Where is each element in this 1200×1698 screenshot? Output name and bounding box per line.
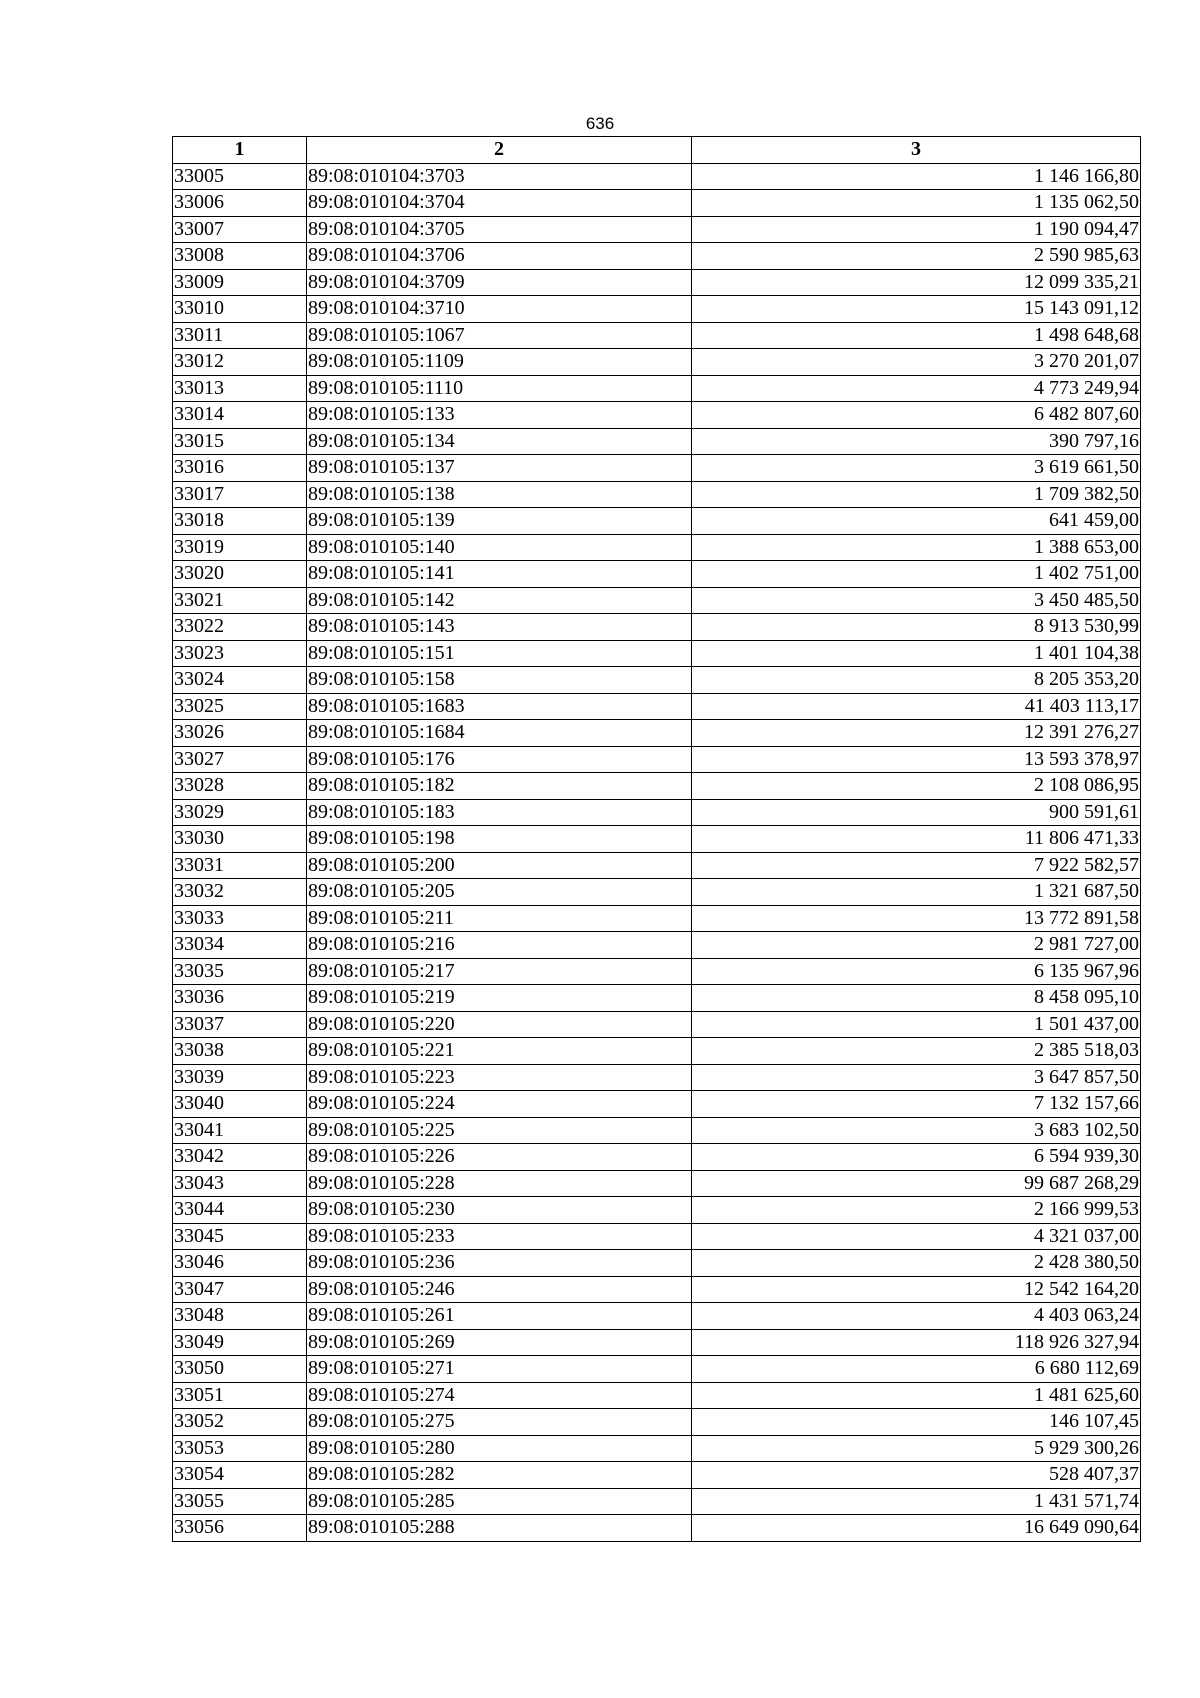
row-number-cell: 33048 bbox=[173, 1303, 307, 1330]
table-row bbox=[173, 163, 1141, 190]
cadastral-number-cell: 89:08:010105:216 bbox=[307, 932, 692, 959]
value-cell: 1 498 648,68 bbox=[692, 322, 1141, 349]
value-cell: 8 913 530,99 bbox=[692, 614, 1141, 641]
row-number-cell: 33055 bbox=[173, 1488, 307, 1515]
value-cell: 1 431 571,74 bbox=[692, 1488, 1141, 1515]
value-cell: 8 205 353,20 bbox=[692, 667, 1141, 694]
page-number: 636 bbox=[585, 114, 615, 133]
table-row bbox=[173, 1409, 1141, 1436]
row-number-cell: 33033 bbox=[173, 905, 307, 932]
value-cell: 16 649 090,64 bbox=[692, 1515, 1141, 1542]
table-header bbox=[173, 137, 1141, 164]
value-cell: 1 401 104,38 bbox=[692, 640, 1141, 667]
row-number-cell: 33029 bbox=[173, 799, 307, 826]
table-row bbox=[173, 746, 1141, 773]
cadastral-number-cell: 89:08:010105:1067 bbox=[307, 322, 692, 349]
row-number-cell: 33043 bbox=[173, 1170, 307, 1197]
table-row bbox=[173, 349, 1141, 376]
cadastral-number-cell: 89:08:010105:226 bbox=[307, 1144, 692, 1171]
cadastral-number-cell: 89:08:010105:1683 bbox=[307, 693, 692, 720]
value-cell: 1 402 751,00 bbox=[692, 561, 1141, 588]
table-row bbox=[173, 1329, 1141, 1356]
row-number-cell: 33053 bbox=[173, 1435, 307, 1462]
row-number-cell: 33005 bbox=[173, 163, 307, 190]
value-cell: 1 501 437,00 bbox=[692, 1011, 1141, 1038]
value-cell: 1 481 625,60 bbox=[692, 1382, 1141, 1409]
cadastral-number-cell: 89:08:010105:233 bbox=[307, 1223, 692, 1250]
row-number-cell: 33038 bbox=[173, 1038, 307, 1065]
table-body bbox=[173, 163, 1141, 1541]
table-row bbox=[173, 587, 1141, 614]
cadastral-number-cell: 89:08:010105:228 bbox=[307, 1170, 692, 1197]
cadastral-number-cell: 89:08:010105:138 bbox=[307, 481, 692, 508]
table-row bbox=[173, 1515, 1141, 1542]
value-cell: 15 143 091,12 bbox=[692, 296, 1141, 323]
row-number-cell: 33034 bbox=[173, 932, 307, 959]
row-number-cell: 33031 bbox=[173, 852, 307, 879]
value-cell: 4 321 037,00 bbox=[692, 1223, 1141, 1250]
value-cell: 1 388 653,00 bbox=[692, 534, 1141, 561]
value-cell: 118 926 327,94 bbox=[692, 1329, 1141, 1356]
row-number-cell: 33012 bbox=[173, 349, 307, 376]
table-row bbox=[173, 216, 1141, 243]
header-col-2: 2 bbox=[307, 137, 692, 164]
table-row bbox=[173, 1462, 1141, 1489]
table-row bbox=[173, 693, 1141, 720]
value-cell: 3 683 102,50 bbox=[692, 1117, 1141, 1144]
data-table bbox=[172, 136, 1141, 1542]
row-number-cell: 33015 bbox=[173, 428, 307, 455]
table-row bbox=[173, 1091, 1141, 1118]
row-number-cell: 33020 bbox=[173, 561, 307, 588]
value-cell: 6 594 939,30 bbox=[692, 1144, 1141, 1171]
cadastral-number-cell: 89:08:010105:225 bbox=[307, 1117, 692, 1144]
row-number-cell: 33028 bbox=[173, 773, 307, 800]
cadastral-number-cell: 89:08:010105:143 bbox=[307, 614, 692, 641]
value-cell: 1 190 094,47 bbox=[692, 216, 1141, 243]
cadastral-number-cell: 89:08:010105:200 bbox=[307, 852, 692, 879]
cadastral-number-cell: 89:08:010105:183 bbox=[307, 799, 692, 826]
table-row bbox=[173, 1276, 1141, 1303]
table-row bbox=[173, 1488, 1141, 1515]
value-cell: 13 593 378,97 bbox=[692, 746, 1141, 773]
table-row bbox=[173, 1435, 1141, 1462]
cadastral-number-cell: 89:08:010105:271 bbox=[307, 1356, 692, 1383]
cadastral-number-cell: 89:08:010105:137 bbox=[307, 455, 692, 482]
row-number-cell: 33008 bbox=[173, 243, 307, 270]
value-cell: 528 407,37 bbox=[692, 1462, 1141, 1489]
table-row bbox=[173, 455, 1141, 482]
cadastral-number-cell: 89:08:010105:236 bbox=[307, 1250, 692, 1277]
cadastral-number-cell: 89:08:010105:1684 bbox=[307, 720, 692, 747]
table-row bbox=[173, 508, 1141, 535]
row-number-cell: 33025 bbox=[173, 693, 307, 720]
cadastral-number-cell: 89:08:010105:141 bbox=[307, 561, 692, 588]
table-row bbox=[173, 481, 1141, 508]
row-number-cell: 33052 bbox=[173, 1409, 307, 1436]
cadastral-number-cell: 89:08:010105:220 bbox=[307, 1011, 692, 1038]
cadastral-number-cell: 89:08:010105:246 bbox=[307, 1276, 692, 1303]
table-row bbox=[173, 1064, 1141, 1091]
value-cell: 3 450 485,50 bbox=[692, 587, 1141, 614]
table-row bbox=[173, 269, 1141, 296]
cadastral-number-cell: 89:08:010104:3705 bbox=[307, 216, 692, 243]
row-number-cell: 33022 bbox=[173, 614, 307, 641]
value-cell: 2 166 999,53 bbox=[692, 1197, 1141, 1224]
cadastral-number-cell: 89:08:010105:269 bbox=[307, 1329, 692, 1356]
value-cell: 13 772 891,58 bbox=[692, 905, 1141, 932]
value-cell: 4 403 063,24 bbox=[692, 1303, 1141, 1330]
row-number-cell: 33023 bbox=[173, 640, 307, 667]
cadastral-number-cell: 89:08:010105:140 bbox=[307, 534, 692, 561]
header-col-3: 3 bbox=[692, 137, 1141, 164]
row-number-cell: 33019 bbox=[173, 534, 307, 561]
cadastral-number-cell: 89:08:010105:1110 bbox=[307, 375, 692, 402]
value-cell: 2 981 727,00 bbox=[692, 932, 1141, 959]
row-number-cell: 33046 bbox=[173, 1250, 307, 1277]
cadastral-number-cell: 89:08:010105:280 bbox=[307, 1435, 692, 1462]
cadastral-number-cell: 89:08:010104:3710 bbox=[307, 296, 692, 323]
row-number-cell: 33036 bbox=[173, 985, 307, 1012]
row-number-cell: 33009 bbox=[173, 269, 307, 296]
cadastral-number-cell: 89:08:010105:275 bbox=[307, 1409, 692, 1436]
cadastral-number-cell: 89:08:010105:282 bbox=[307, 1462, 692, 1489]
table-row bbox=[173, 402, 1141, 429]
cadastral-number-cell: 89:08:010104:3709 bbox=[307, 269, 692, 296]
value-cell: 99 687 268,29 bbox=[692, 1170, 1141, 1197]
value-cell: 6 482 807,60 bbox=[692, 402, 1141, 429]
cadastral-number-cell: 89:08:010105:230 bbox=[307, 1197, 692, 1224]
cadastral-number-cell: 89:08:010105:133 bbox=[307, 402, 692, 429]
table-row bbox=[173, 322, 1141, 349]
row-number-cell: 33040 bbox=[173, 1091, 307, 1118]
value-cell: 4 773 249,94 bbox=[692, 375, 1141, 402]
row-number-cell: 33016 bbox=[173, 455, 307, 482]
cadastral-number-cell: 89:08:010104:3704 bbox=[307, 190, 692, 217]
row-number-cell: 33051 bbox=[173, 1382, 307, 1409]
header-row bbox=[173, 137, 1141, 164]
value-cell: 1 321 687,50 bbox=[692, 879, 1141, 906]
table-row bbox=[173, 879, 1141, 906]
row-number-cell: 33041 bbox=[173, 1117, 307, 1144]
value-cell: 641 459,00 bbox=[692, 508, 1141, 535]
table-row bbox=[173, 1144, 1141, 1171]
table-row bbox=[173, 1223, 1141, 1250]
table-row bbox=[173, 799, 1141, 826]
value-cell: 1 709 382,50 bbox=[692, 481, 1141, 508]
table-row bbox=[173, 1117, 1141, 1144]
value-cell: 146 107,45 bbox=[692, 1409, 1141, 1436]
row-number-cell: 33007 bbox=[173, 216, 307, 243]
value-cell: 1 146 166,80 bbox=[692, 163, 1141, 190]
table-row bbox=[173, 667, 1141, 694]
table-row bbox=[173, 1250, 1141, 1277]
row-number-cell: 33026 bbox=[173, 720, 307, 747]
value-cell: 2 428 380,50 bbox=[692, 1250, 1141, 1277]
cadastral-number-cell: 89:08:010105:142 bbox=[307, 587, 692, 614]
cadastral-number-cell: 89:08:010105:1109 bbox=[307, 349, 692, 376]
row-number-cell: 33027 bbox=[173, 746, 307, 773]
table-row bbox=[173, 428, 1141, 455]
value-cell: 6 680 112,69 bbox=[692, 1356, 1141, 1383]
value-cell: 11 806 471,33 bbox=[692, 826, 1141, 853]
value-cell: 8 458 095,10 bbox=[692, 985, 1141, 1012]
row-number-cell: 33049 bbox=[173, 1329, 307, 1356]
table-row bbox=[173, 561, 1141, 588]
cadastral-number-cell: 89:08:010105:274 bbox=[307, 1382, 692, 1409]
row-number-cell: 33013 bbox=[173, 375, 307, 402]
row-number-cell: 33011 bbox=[173, 322, 307, 349]
cadastral-number-cell: 89:08:010105:134 bbox=[307, 428, 692, 455]
row-number-cell: 33010 bbox=[173, 296, 307, 323]
value-cell: 3 647 857,50 bbox=[692, 1064, 1141, 1091]
table-row bbox=[173, 1382, 1141, 1409]
row-number-cell: 33030 bbox=[173, 826, 307, 853]
row-number-cell: 33056 bbox=[173, 1515, 307, 1542]
row-number-cell: 33044 bbox=[173, 1197, 307, 1224]
value-cell: 900 591,61 bbox=[692, 799, 1141, 826]
value-cell: 2 590 985,63 bbox=[692, 243, 1141, 270]
value-cell: 41 403 113,17 bbox=[692, 693, 1141, 720]
table-row bbox=[173, 243, 1141, 270]
cadastral-number-cell: 89:08:010105:176 bbox=[307, 746, 692, 773]
table-row bbox=[173, 932, 1141, 959]
cadastral-number-cell: 89:08:010105:285 bbox=[307, 1488, 692, 1515]
value-cell: 1 135 062,50 bbox=[692, 190, 1141, 217]
cadastral-number-cell: 89:08:010105:224 bbox=[307, 1091, 692, 1118]
row-number-cell: 33045 bbox=[173, 1223, 307, 1250]
table-row bbox=[173, 1356, 1141, 1383]
cadastral-number-cell: 89:08:010105:205 bbox=[307, 879, 692, 906]
cadastral-number-cell: 89:08:010105:261 bbox=[307, 1303, 692, 1330]
value-cell: 3 619 661,50 bbox=[692, 455, 1141, 482]
row-number-cell: 33054 bbox=[173, 1462, 307, 1489]
table-row bbox=[173, 826, 1141, 853]
cadastral-number-cell: 89:08:010104:3706 bbox=[307, 243, 692, 270]
cadastral-number-cell: 89:08:010105:158 bbox=[307, 667, 692, 694]
value-cell: 12 391 276,27 bbox=[692, 720, 1141, 747]
row-number-cell: 33039 bbox=[173, 1064, 307, 1091]
cadastral-number-cell: 89:08:010105:288 bbox=[307, 1515, 692, 1542]
value-cell: 7 132 157,66 bbox=[692, 1091, 1141, 1118]
value-cell: 12 099 335,21 bbox=[692, 269, 1141, 296]
value-cell: 12 542 164,20 bbox=[692, 1276, 1141, 1303]
row-number-cell: 33035 bbox=[173, 958, 307, 985]
cadastral-number-cell: 89:08:010105:223 bbox=[307, 1064, 692, 1091]
value-cell: 3 270 201,07 bbox=[692, 349, 1141, 376]
value-cell: 7 922 582,57 bbox=[692, 852, 1141, 879]
row-number-cell: 33024 bbox=[173, 667, 307, 694]
table-row bbox=[173, 773, 1141, 800]
table-row bbox=[173, 1011, 1141, 1038]
table-row bbox=[173, 720, 1141, 747]
table-row bbox=[173, 614, 1141, 641]
cadastral-number-cell: 89:08:010105:221 bbox=[307, 1038, 692, 1065]
table-row bbox=[173, 190, 1141, 217]
table-row bbox=[173, 1170, 1141, 1197]
table-row bbox=[173, 1038, 1141, 1065]
row-number-cell: 33042 bbox=[173, 1144, 307, 1171]
table-row bbox=[173, 296, 1141, 323]
cadastral-number-cell: 89:08:010105:211 bbox=[307, 905, 692, 932]
row-number-cell: 33032 bbox=[173, 879, 307, 906]
table-row bbox=[173, 852, 1141, 879]
value-cell: 2 108 086,95 bbox=[692, 773, 1141, 800]
row-number-cell: 33014 bbox=[173, 402, 307, 429]
row-number-cell: 33050 bbox=[173, 1356, 307, 1383]
header-col-1: 1 bbox=[173, 137, 307, 164]
cadastral-number-cell: 89:08:010105:219 bbox=[307, 985, 692, 1012]
cadastral-number-cell: 89:08:010104:3703 bbox=[307, 163, 692, 190]
value-cell: 6 135 967,96 bbox=[692, 958, 1141, 985]
row-number-cell: 33021 bbox=[173, 587, 307, 614]
table-row bbox=[173, 375, 1141, 402]
row-number-cell: 33037 bbox=[173, 1011, 307, 1038]
cadastral-number-cell: 89:08:010105:182 bbox=[307, 773, 692, 800]
value-cell: 390 797,16 bbox=[692, 428, 1141, 455]
row-number-cell: 33018 bbox=[173, 508, 307, 535]
row-number-cell: 33017 bbox=[173, 481, 307, 508]
cadastral-number-cell: 89:08:010105:151 bbox=[307, 640, 692, 667]
cadastral-number-cell: 89:08:010105:217 bbox=[307, 958, 692, 985]
table-row bbox=[173, 640, 1141, 667]
table-row bbox=[173, 958, 1141, 985]
cadastral-number-cell: 89:08:010105:198 bbox=[307, 826, 692, 853]
table-row bbox=[173, 985, 1141, 1012]
value-cell: 2 385 518,03 bbox=[692, 1038, 1141, 1065]
row-number-cell: 33006 bbox=[173, 190, 307, 217]
row-number-cell: 33047 bbox=[173, 1276, 307, 1303]
table-row bbox=[173, 1197, 1141, 1224]
table-row bbox=[173, 905, 1141, 932]
table-row bbox=[173, 1303, 1141, 1330]
cadastral-number-cell: 89:08:010105:139 bbox=[307, 508, 692, 535]
value-cell: 5 929 300,26 bbox=[692, 1435, 1141, 1462]
table-row bbox=[173, 534, 1141, 561]
